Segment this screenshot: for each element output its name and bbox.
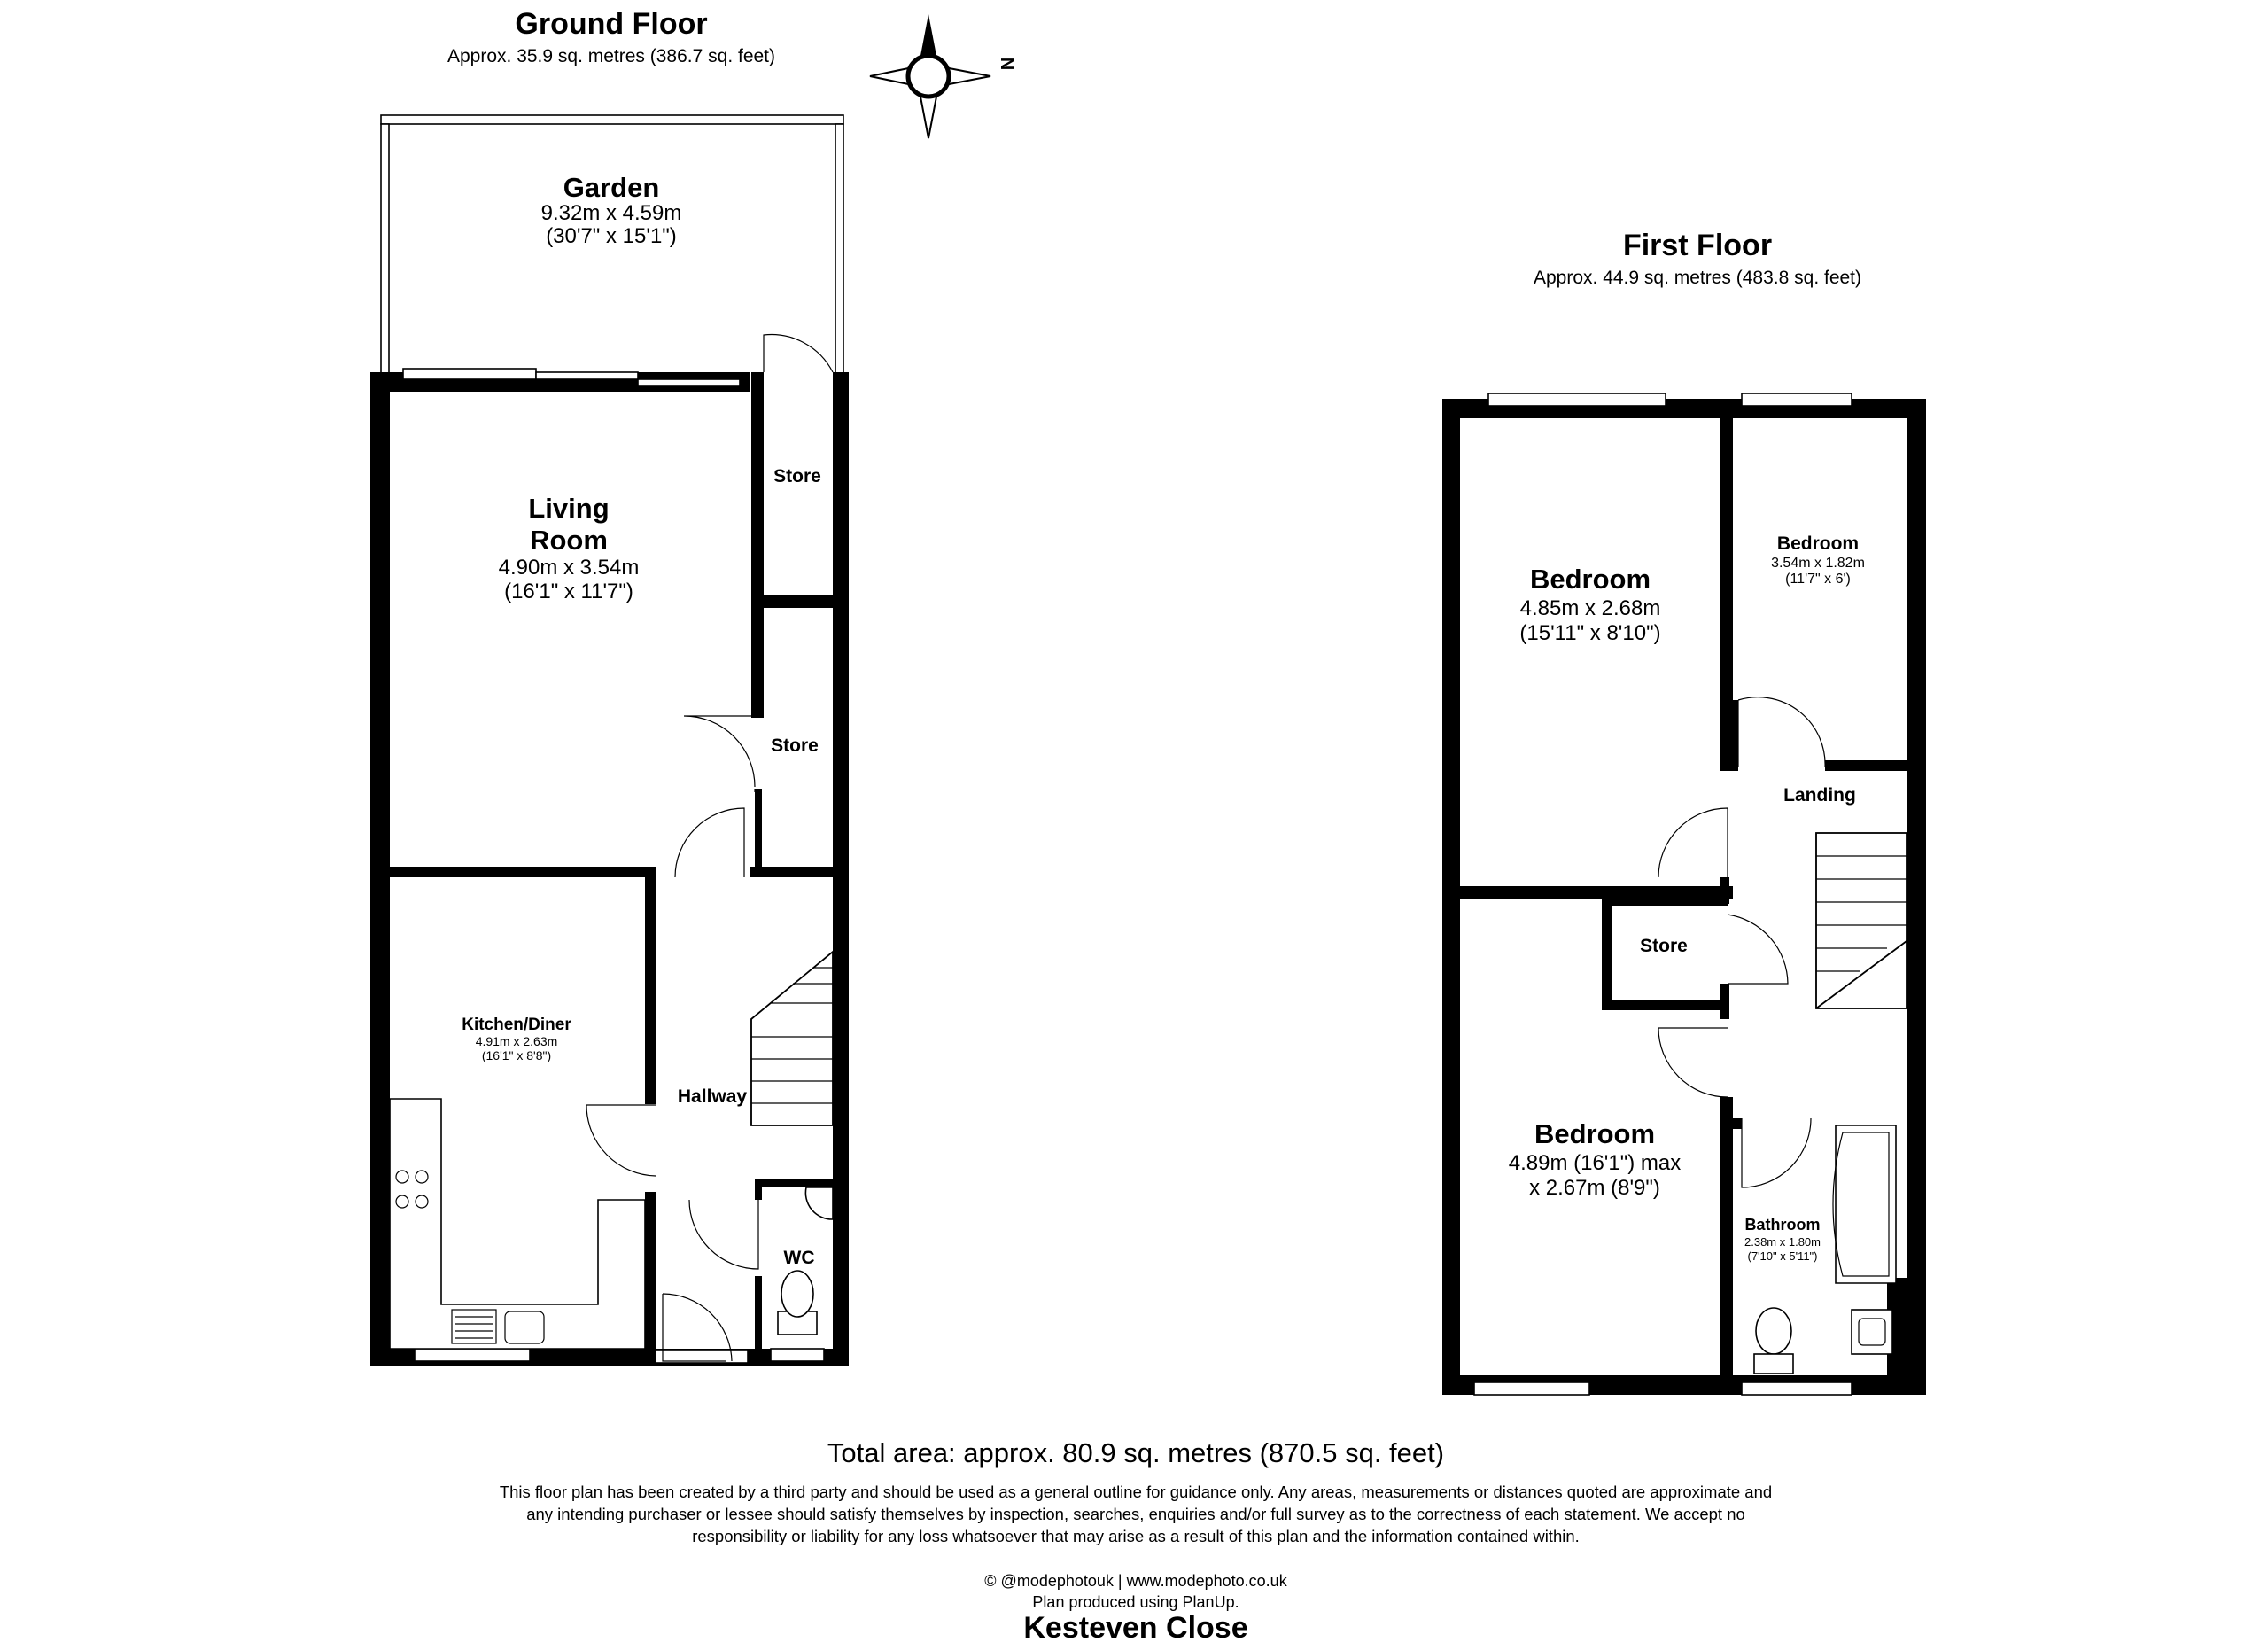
living-room-label-line2: Room <box>530 525 608 556</box>
kitchen-diner-dimensions-metric: 4.91m x 2.63m <box>475 1034 558 1048</box>
store-upper-label: Store <box>773 466 821 486</box>
property-address: Kesteven Close <box>1023 1611 1248 1645</box>
wc-label: WC <box>783 1248 815 1268</box>
store-lower-label: Store <box>771 735 819 756</box>
living-room-label-line1: Living <box>528 493 610 524</box>
bedroom-small-dimensions-imperial: (11'7" x 6') <box>1785 572 1851 587</box>
ground-floor-area: Approx. 35.9 sq. metres (386.7 sq. feet) <box>447 46 776 66</box>
garden-label: Garden <box>563 172 660 203</box>
disclaimer-line-1: This floor plan has been created by a third party and should be used as a general outline for guidance only. Any areas, measurements or distances quoted are approximate and <box>499 1483 1773 1501</box>
bathroom-label: Bathroom <box>1744 1216 1821 1234</box>
bedroom-front-dimensions-imperial: (15'11" x 8'10") <box>1519 621 1661 645</box>
hallway-label: Hallway <box>677 1086 748 1107</box>
garden-dimensions-imperial: (30'7" x 15'1") <box>546 224 677 248</box>
compass-north-label: N <box>997 57 1016 71</box>
bedroom-small-dimensions-metric: 3.54m x 1.82m <box>1771 556 1865 571</box>
first-floor-area: Approx. 44.9 sq. metres (483.8 sq. feet) <box>1533 268 1862 288</box>
garden-dimensions-metric: 9.32m x 4.59m <box>540 201 682 225</box>
compass-icon <box>870 14 990 138</box>
store-label: Store <box>1640 936 1688 956</box>
bedroom-small-label: Bedroom <box>1776 533 1860 554</box>
wc-basin-icon <box>805 1187 833 1219</box>
ground-staircase <box>751 952 833 1125</box>
kitchen-units <box>390 1099 645 1349</box>
bedroom-rear-label: Bedroom <box>1534 1118 1656 1149</box>
wc-toilet-icon <box>778 1271 817 1335</box>
bathroom-basin-icon <box>1852 1310 1892 1354</box>
bedroom-rear-dimensions-line2: x 2.67m (8'9") <box>1529 1176 1660 1200</box>
bathroom-dimensions-imperial: (7'10" x 5'11") <box>1747 1249 1818 1263</box>
bedroom-rear-dimensions-line1: 4.89m (16'1") max <box>1508 1151 1682 1175</box>
disclaimer-line-3: responsibility or liability for any loss whatsoever that may arise as a result of this plan and the information contained within. <box>692 1527 1580 1545</box>
living-room-dimensions-imperial: (16'1" x 11'7") <box>504 580 633 603</box>
kitchen-diner-dimensions-imperial: (16'1" x 8'8") <box>481 1048 552 1062</box>
ground-floor-title: Ground Floor <box>515 7 708 41</box>
credit-line-2: Plan produced using PlanUp. <box>1032 1593 1239 1611</box>
bath-icon <box>1833 1125 1896 1283</box>
total-area: Total area: approx. 80.9 sq. metres (870.5 sq. feet) <box>827 1437 1445 1468</box>
first-floor-title: First Floor <box>1622 229 1773 262</box>
bedroom-front-dimensions-metric: 4.85m x 2.68m <box>1519 596 1661 620</box>
landing-label: Landing <box>1783 785 1856 806</box>
credit-line-1: © @modephotouk | www.modephoto.co.uk <box>984 1572 1287 1590</box>
first-floor-staircase <box>1816 833 1907 1008</box>
bedroom-front-label: Bedroom <box>1529 564 1651 595</box>
disclaimer-line-2: any intending purchaser or lessee should satisfy themselves by inspection, searches, enquiries and/or full survey as to the correctness of each statement. We accept no <box>526 1505 1745 1523</box>
living-room-dimensions-metric: 4.90m x 3.54m <box>498 556 640 580</box>
bathroom-dimensions-metric: 2.38m x 1.80m <box>1744 1235 1821 1249</box>
bathroom-toilet-icon <box>1754 1308 1793 1374</box>
kitchen-diner-label: Kitchen/Diner <box>462 1016 571 1034</box>
